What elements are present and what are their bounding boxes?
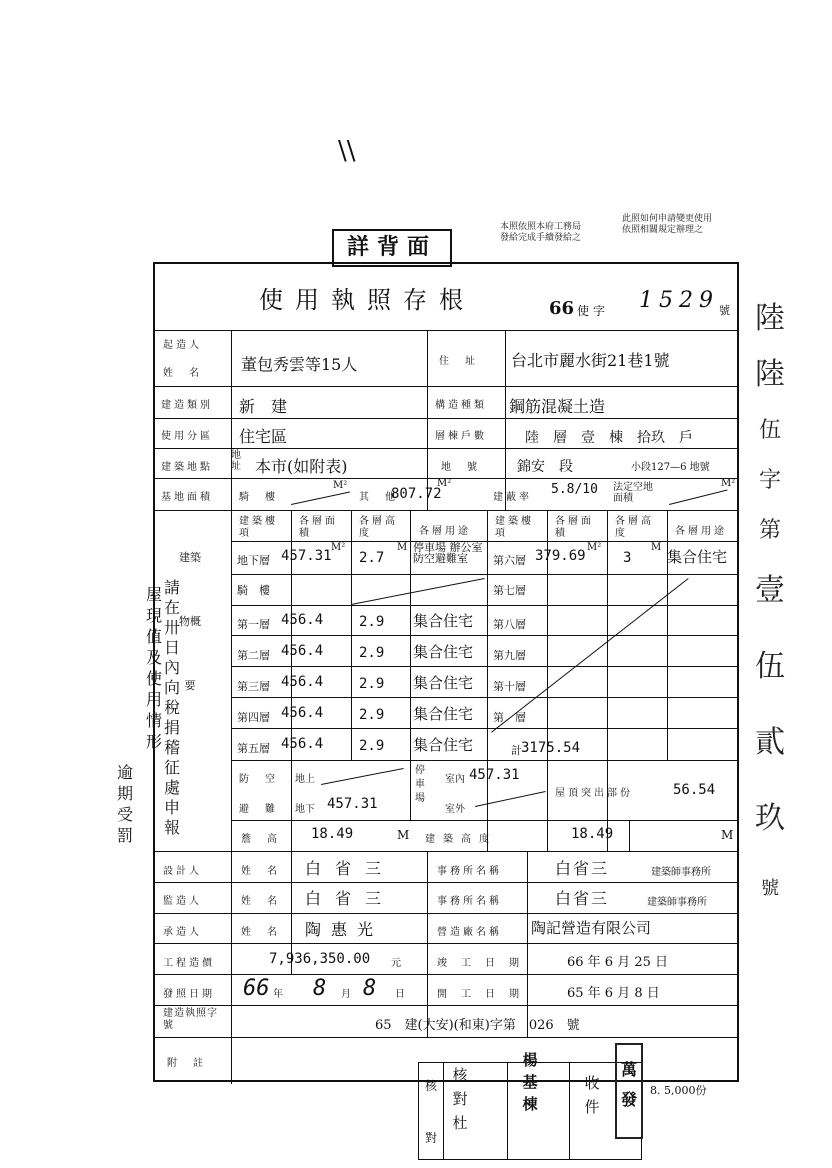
col-header: 各層面積 (299, 516, 338, 539)
build-type-label: 建造類別 (161, 400, 213, 411)
row-use: 集合住宅 (413, 736, 474, 754)
row-area: 3175.54 (521, 740, 581, 756)
firm-label: 事務所名稱 (437, 866, 502, 877)
firm-suffix: 建築師事務所 (651, 867, 711, 878)
structure-value: 鋼筋混凝土造 (509, 397, 606, 416)
arcade-label: 騎 樓 (239, 492, 278, 503)
row-use: 停車場 辦公室 防空避難室 (413, 541, 483, 565)
parking-label: 停車場 (415, 765, 425, 804)
note-line: 此照如何申請變更使用 (622, 214, 713, 224)
row-area: 379.69 (535, 548, 586, 564)
row-height: 2.7 (359, 550, 385, 566)
unit-m: M (721, 828, 734, 842)
bheight-value: 18.49 (571, 826, 614, 842)
margin-column-b2: 請在卅日內向稅捐稽征處申報 (163, 578, 180, 837)
builder-label: 起造人 (163, 340, 202, 351)
permit-year: 66 (549, 298, 575, 319)
structure-label: 構造種類 (435, 400, 487, 411)
shelter-below: 地下 (295, 804, 315, 815)
shelter-label: 防 空 (239, 774, 278, 785)
start-label: 開工日期 (437, 989, 533, 1000)
contractor-label: 承造人 (163, 927, 202, 938)
margin-char: 伍 (755, 649, 785, 684)
finish-value: 66 年 6 月 25 日 (567, 955, 669, 970)
shelter-above: 地上 (295, 774, 315, 785)
row-height: 2.9 (359, 676, 385, 692)
unit-m: M (651, 542, 662, 553)
coverage-label: 建蔽率 (493, 492, 532, 503)
usage-permit-stub-form (153, 262, 739, 1082)
unit-m: M (397, 828, 410, 842)
row-use: 集合住宅 (413, 674, 474, 692)
unit-m2: M² (437, 478, 452, 489)
margin-char: 陸 (755, 357, 785, 392)
margin-char: 陸 (755, 301, 785, 336)
approval-col: 收件 (584, 1074, 600, 1116)
margin-char: 第 (758, 518, 781, 543)
zone-value: 住宅區 (239, 427, 288, 446)
site-addr-label: 地址 (231, 450, 241, 472)
approval-label-b: 對 (425, 1131, 438, 1145)
col-header: 各層高度 (615, 516, 654, 539)
table-row: 第 層 (493, 711, 526, 724)
table-row: 第三層 (237, 680, 270, 693)
eaves-value: 18.49 (311, 826, 354, 842)
reverse-side-stamp: 詳背面 (332, 229, 452, 267)
firm-label: 事務所名稱 (437, 896, 502, 907)
approval-box (418, 1051, 642, 1160)
approval-col: 楊基棟 (522, 1051, 538, 1113)
ymd-day: 日 (395, 989, 408, 1000)
supervisor-name: 白省三 (305, 889, 396, 908)
parking-out: 室外 (445, 804, 465, 815)
right-margin-column (748, 300, 798, 910)
unit-m: M (397, 542, 408, 553)
unit-m2: M² (721, 478, 736, 489)
unit-m2: M² (587, 542, 602, 553)
row-use: 集合住宅 (413, 643, 474, 661)
designer-name: 白省三 (305, 859, 396, 878)
site-value: 本市(如附表) (255, 457, 348, 476)
col-header: 各層用途 (675, 526, 727, 537)
permit-number: 1529 (639, 288, 719, 313)
table-row: 騎 樓 (237, 584, 270, 597)
roof-value: 56.54 (673, 782, 716, 798)
row-area: 457.31 (281, 548, 332, 564)
other-label: 其 他 (359, 492, 398, 503)
permit-value: 65 建(大安)(和東)字第 026 號 (375, 1018, 580, 1033)
row-height: 2.9 (359, 614, 385, 630)
seal-text: 萬發 (620, 1060, 637, 1109)
table-row: 第九層 (493, 649, 526, 662)
margin-char: 壹 (755, 573, 785, 608)
ymd-year: 年 (273, 989, 286, 1000)
row-area: 456.4 (281, 612, 324, 628)
col-header: 各層面積 (555, 516, 594, 539)
issue-day: 8 (363, 976, 377, 1001)
table-row: 第八層 (493, 618, 526, 631)
lot-extra: 小段127—6 地號 (631, 462, 710, 473)
margin-char: 號 (761, 878, 779, 899)
section-label: 建築物概要 (179, 551, 201, 692)
issue-label: 發照日期 (163, 989, 215, 1000)
handwritten-mark: \\ (338, 136, 356, 166)
cost-unit: 元 (391, 958, 404, 969)
shelter-label-2: 避 難 (239, 804, 278, 815)
table-row: 計 (511, 744, 522, 757)
margin-column-a: 屋現值及使用情形 (145, 585, 162, 751)
table-row: 第一層 (237, 618, 270, 631)
note-block-b (622, 214, 722, 236)
approval-seal (615, 1043, 643, 1139)
open-space-label: 法定空地面積 (613, 482, 653, 504)
col-header: 各層用途 (419, 526, 471, 537)
contractor-company: 陶記營造有限公司 (531, 919, 652, 937)
builder-name: 董包秀雲等15人 (241, 355, 358, 374)
table-row: 第四層 (237, 711, 270, 724)
row-area: 456.4 (281, 705, 324, 721)
note-line: 發給完成手續發給之 (500, 233, 582, 243)
permit-char: 使字 (577, 304, 610, 318)
col-header: 建築樓項 (495, 516, 534, 539)
zone-label: 使用分區 (161, 431, 213, 442)
site-label: 建築地點 (161, 462, 213, 473)
row-height: 2.9 (359, 645, 385, 661)
approval-col: 核對杜 (452, 1066, 468, 1132)
row-height: 2.9 (359, 738, 385, 754)
table-row: 第七層 (493, 584, 526, 597)
row-area: 456.4 (281, 643, 324, 659)
row-area: 456.4 (281, 674, 324, 690)
row-use: 集合住宅 (413, 705, 474, 723)
builder-label-2: 姓 名 (163, 368, 202, 379)
lot-label: 地 號 (441, 462, 480, 473)
name-label: 姓 名 (241, 927, 280, 938)
approval-label-a: 核 (425, 1079, 438, 1093)
supervisor-firm: 白省三 (555, 889, 610, 908)
issue-year: 66 (243, 976, 270, 1001)
name-label: 姓 名 (241, 866, 280, 877)
margin-char: 伍 (758, 418, 781, 443)
margin-char: 貳 (755, 725, 785, 760)
row-area: 456.4 (281, 736, 324, 752)
roof-label: 屋頂突出部份 (555, 788, 633, 799)
note-block-a (500, 222, 618, 244)
issue-month: 8 (313, 976, 327, 1001)
cost-label: 工程造價 (163, 958, 215, 969)
designer-label: 設計人 (163, 866, 202, 877)
address-value: 台北市麗水街21巷1號 (511, 351, 670, 370)
note-line: 本照依照本府工務局 (500, 222, 582, 232)
margin-column-c: 逾期受罰 (116, 763, 133, 845)
table-row: 第五層 (237, 742, 270, 755)
margin-char: 字 (758, 468, 781, 493)
other-value: 807.72 (391, 486, 442, 502)
lot-value: 錦安 段 (517, 459, 573, 475)
name-label: 姓 名 (241, 896, 280, 907)
table-row: 第二層 (237, 649, 270, 662)
company-label: 營造廠名稱 (437, 927, 502, 938)
col-header: 各層高度 (359, 516, 398, 539)
start-value: 65 年 6 月 8 日 (567, 986, 660, 1001)
address-label: 住 址 (439, 356, 478, 367)
supervisor-label: 監造人 (163, 896, 202, 907)
note-line: 依照相關規定辦理之 (622, 225, 704, 235)
parking-in: 室內 (445, 774, 465, 785)
contractor-name: 陶惠光 (305, 920, 384, 939)
eaves-label: 簷 高 (241, 834, 280, 845)
parking-in-value: 457.31 (469, 767, 520, 783)
print-note: 8. 5,000份 (650, 1084, 707, 1097)
ymd-month: 月 (341, 989, 354, 1000)
unit-m2: M² (331, 542, 346, 553)
row-use: 集合住宅 (667, 548, 728, 566)
unit-m2: M² (333, 480, 348, 491)
permit-suffix: 號 (719, 304, 730, 317)
finish-label: 竣工日期 (437, 958, 533, 969)
shelter-below-value: 457.31 (327, 796, 378, 812)
build-type-value: 新 建 (239, 397, 288, 416)
margin-char: 玖 (755, 801, 785, 836)
table-row: 第六層 (493, 554, 526, 567)
base-area-label: 基地面積 (161, 492, 213, 503)
row-height: 3 (623, 550, 632, 566)
row-height: 2.9 (359, 707, 385, 723)
floors-value: 陸 層 壹 棟 拾玖 戶 (525, 430, 693, 446)
form-title: 使用執照存根 (259, 286, 475, 314)
col-header: 建築樓項 (239, 516, 278, 539)
floors-label: 層棟戶數 (435, 431, 487, 442)
designer-firm: 白省三 (555, 859, 610, 878)
coverage-value: 5.8/10 (551, 482, 598, 497)
table-row: 第十層 (493, 680, 526, 693)
permit-label: 建造執照字號 (163, 1008, 218, 1031)
bheight-label: 建築高度 (425, 834, 497, 845)
remarks-label: 附 註 (167, 1058, 206, 1069)
table-row: 地下層 (237, 554, 270, 567)
firm-suffix: 建築師事務所 (647, 897, 707, 908)
row-use: 集合住宅 (413, 612, 474, 630)
cost-value: 7,936,350.00 (269, 951, 371, 967)
